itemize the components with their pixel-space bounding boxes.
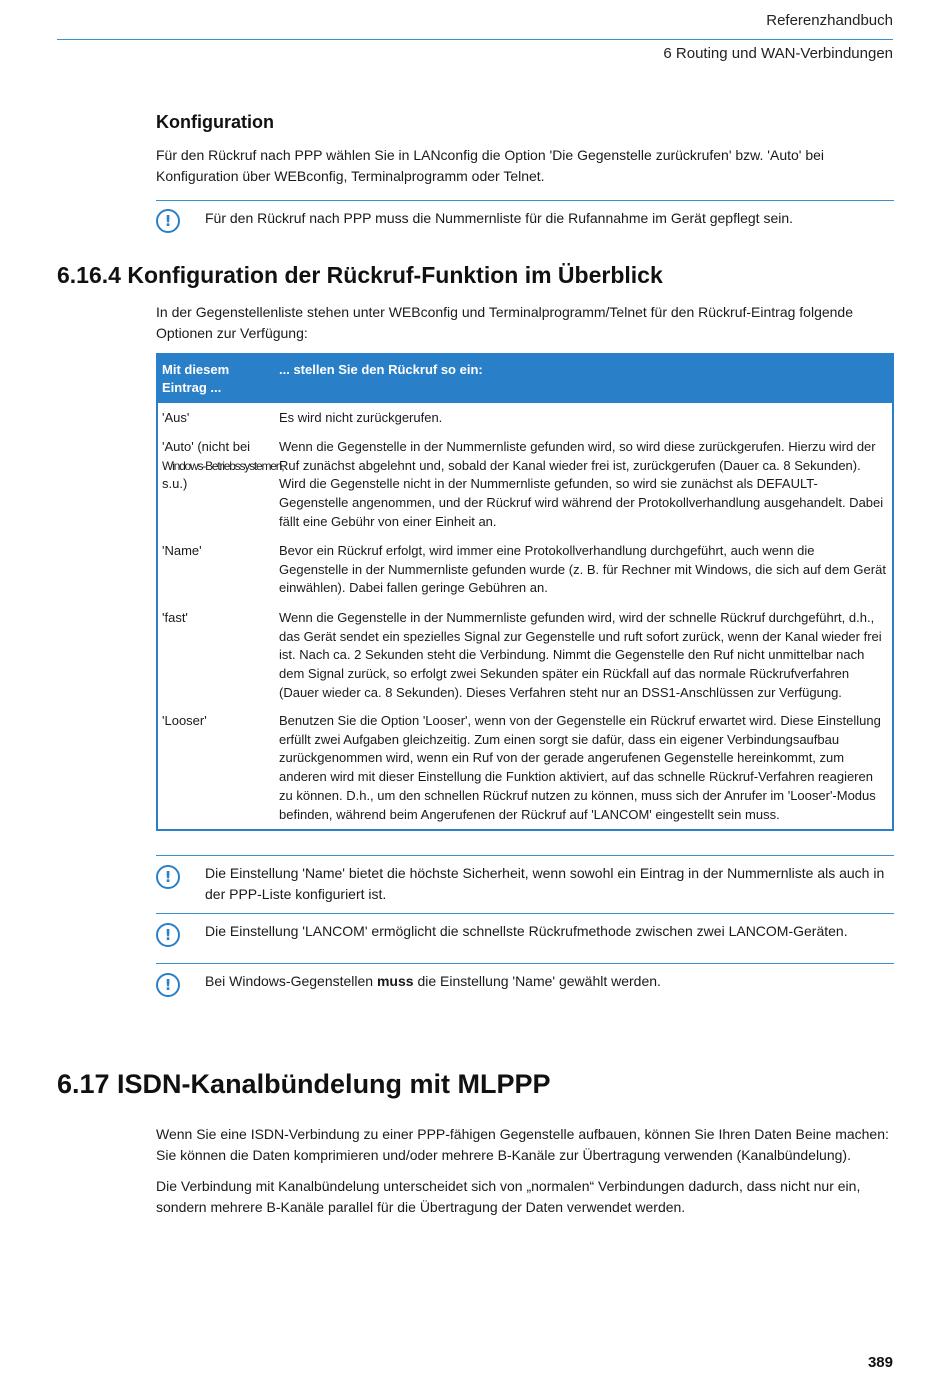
- note-box: [156, 855, 894, 913]
- note-text-emphasis: muss: [376, 973, 414, 989]
- exclamation-circle-icon: !: [156, 973, 180, 997]
- table-cell-entry: 'fast': [162, 610, 188, 625]
- table-cell-entry-line: s.u.): [162, 476, 188, 492]
- table-cell-description: Benutzen Sie die Option 'Looser', wenn von der Gegenstelle ein Rückruf erwartet wird. Diese Einstellung erfüllt zwei Aufgaben gleichzeitig. Zum einen sorgt sie dafür, dass ein eigener Verbindungsaufbau zurückgenommen wird, wenn ein Ruf von der gerade angerufenen Gegenstelle hereinkommt, zum anderen wird mit dieser Einstellung die Funktion aktiviert, auf das schnelle Rückruf-Verfahren reagieren zu können. D.h., um den schnellen Rückruf nutzen zu können, muss sich der Anrufer im 'Looser'-Modus befinden, während beim Angerufenen der Rückruf auf 'LANCOM' eingestellt sein muss.: [279, 713, 881, 822]
- table-cell-entry: 'Aus': [162, 410, 190, 425]
- exclamation-circle-icon: !: [156, 865, 180, 889]
- table-cell-entry: 'Looser': [162, 713, 207, 728]
- paragraph-intro: In der Gegenstellenliste stehen unter WEBconfig und Terminalprogramm/Telnet für den Rückruf-Eintrag folgende Optionen zur Verfügung:: [156, 304, 854, 341]
- note-text-part: die Einstellung 'Name' gewählt werden.: [413, 973, 661, 989]
- exclamation-circle-icon: !: [156, 209, 180, 233]
- table-cell-description: Wenn die Gegenstelle in der Nummernliste gefunden wird, wird der schnelle Rückruf durchgeführt, d.h., das Gerät sendet ein spezielles Signal zur Gegenstelle und ruft sofort zurück, wenn der Kanal wieder frei ist. Nach ca. 2 Sekunden steht die Verbindung. Nimmt die Gegenstelle den Ruf nicht unmittelbar nach dem Signal zurück, so erfolgt zwei Sekunden später ein Rückfall auf das normale Rückrufverfahren (Dauer wieder ca. 8 Sekunden). Dieses Verfahren steht nur an DSS1-Anschlüssen zur Verfügung.: [279, 610, 882, 700]
- table-cell-entry: [162, 438, 284, 494]
- table-header-entry: Mit diesem Eintrag ...: [162, 362, 230, 395]
- note-box: [156, 913, 894, 963]
- note-text: Die Einstellung 'LANCOM' ermöglicht die schnellste Rückrufmethode zwischen zwei LANCOM-Geräten.: [205, 923, 848, 939]
- note-box: [156, 963, 894, 1003]
- table-cell-description: Bevor ein Rückruf erfolgt, wird immer eine Protokollverhandlung durchgeführt, auch wenn die Gegenstelle in der Nummernliste gefunden wurde (z. B. für Rechner mit Windows, die sich auf dem Gerät einwählen). Dabei fallen geringe Gebühren an.: [279, 543, 886, 596]
- paragraph-konfiguration: Für den Rückruf nach PPP wählen Sie in LANconfig die Option 'Die Gegenstelle zurückrufen' bzw. 'Auto' bei Konfiguration über WEBconfig, Terminalprogramm oder Telnet.: [156, 147, 825, 184]
- running-header-title: Referenzhandbuch: [766, 12, 893, 29]
- table-cell-entry-line: 'Auto' (nicht bei: [162, 439, 251, 454]
- heading-konfiguration: Konfiguration: [156, 112, 274, 132]
- header-divider: [57, 39, 893, 40]
- paragraph-mlppp-2: Die Verbindung mit Kanalbündelung unterscheidet sich von „normalen“ Verbindungen dadurch, dass nicht nur ein, sondern mehrere B-Kanäle parallel für die Übertragung der Daten verwendet werden.: [156, 1178, 861, 1215]
- table-header-description: ... stellen Sie den Rückruf so ein:: [279, 362, 483, 377]
- running-header-chapter: 6 Routing und WAN-Verbindungen: [663, 45, 893, 62]
- note-text: Die Einstellung 'Name' bietet die höchste Sicherheit, wenn sowohl ein Eintrag in der Nummernliste als auch in der PPP-Liste konfiguriert ist.: [205, 865, 885, 902]
- chapter-heading-6-17: 6.17 ISDN-Kanalbündelung mit MLPPP: [57, 1069, 551, 1099]
- exclamation-circle-icon: !: [156, 923, 180, 947]
- table-header-row: [158, 355, 892, 403]
- note-box: [156, 200, 894, 240]
- table-cell-description: Es wird nicht zurückgerufen.: [279, 410, 443, 425]
- paragraph-mlppp-1: Wenn Sie eine ISDN-Verbindung zu einer PPP-fähigen Gegenstelle aufbauen, können Sie Ihren Daten Beine machen: Sie können die Daten komprimieren und/oder mehrere B-Kanäle zur Übertragung verwenden (Kanalbündelung).: [156, 1126, 889, 1163]
- table-cell-description: Wenn die Gegenstelle in der Nummernliste gefunden wird, so wird diese zurückgerufen. Hierzu wird der Ruf zunächst abgelehnt und, sobald der Kanal wieder frei ist, zurückgerufen (Dauer ca. 8 Sekunden). Wird die Gegenstelle nicht in der Nummernliste gefunden, so wird sie zunächst als DEFAULT-Gegenstelle angenommen, und der Rückruf wird während der Protokollverhandlung ausgehandelt. Dabei fällt eine Gebühr von einer Einheit an.: [279, 439, 884, 529]
- note-text-part: Bei Windows-Gegenstellen: [205, 973, 377, 989]
- table-cell-entry-line: Windows-Betriebssystemen,: [162, 458, 284, 473]
- note-text: [205, 971, 894, 992]
- page-number: 389: [867, 1354, 893, 1371]
- callback-options-table: [156, 353, 894, 831]
- section-heading-6-16-4: 6.16.4 Konfiguration der Rückruf-Funktion im Überblick: [57, 262, 663, 288]
- note-text: Für den Rückruf nach PPP muss die Nummernliste für die Rufannahme im Gerät gepflegt sein.: [205, 210, 794, 226]
- table-cell-entry: 'Name': [162, 543, 202, 558]
